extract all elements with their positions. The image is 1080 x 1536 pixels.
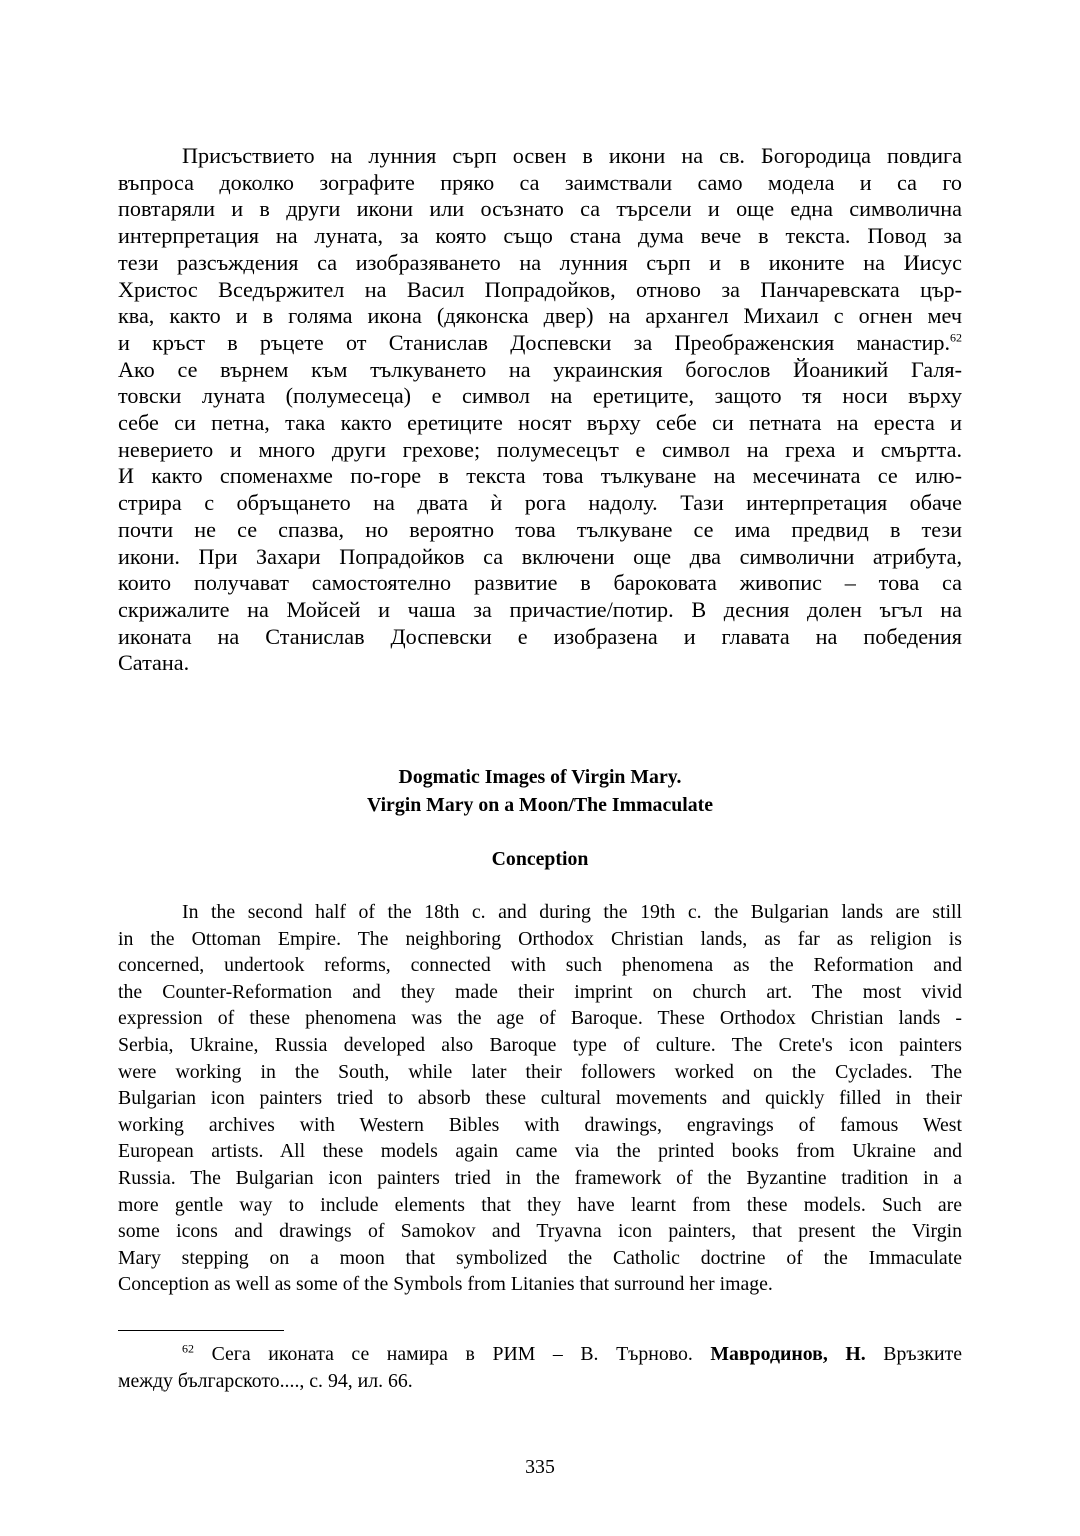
- text-line: [118, 624, 962, 651]
- line-text: concerned, undertook reforms, connected with such phenomena as the Reformation and: [118, 954, 962, 977]
- line-text: in the Ottoman Empire. The neighboring Orthodox Christian lands, as far as religion is: [118, 927, 962, 950]
- text-line: [118, 1059, 962, 1086]
- text-line: [118, 597, 962, 624]
- text-line: [118, 303, 962, 330]
- line-text: въпроса доколко зографите пряко са заимствали само модела и са го: [118, 169, 962, 195]
- line-text: some icons and drawings of Samokov and Tryavna icon painters, that present the Virgin: [118, 1220, 962, 1243]
- text-line: [118, 1165, 962, 1192]
- line-text: И както споменахме по-горе в текста това тълкуване на месечината се илю-: [118, 463, 962, 489]
- text-line: [118, 570, 962, 597]
- footnote-reference[interactable]: 62: [950, 330, 962, 345]
- text-line: [118, 926, 962, 953]
- line-text: Сатана.: [118, 650, 190, 676]
- line-text: иконата на Станислав Доспевски е изобразена и главата на победения: [118, 623, 962, 649]
- line-text: които получават самостоятелно развитие в бароковата живопис – това са: [118, 570, 962, 596]
- text-line: [118, 357, 962, 384]
- footnote-line-2: между българското...., с. 94, ил. 66.: [118, 1370, 413, 1392]
- text-line: [118, 1032, 962, 1059]
- text-line: [118, 1085, 962, 1112]
- footnote-number: 62: [182, 1341, 194, 1356]
- section-heading-line-2: Virgin Mary on a Moon/The Immaculate: [367, 794, 713, 816]
- line-text: working archives with Western Bibles with drawings, engravings of famous West: [118, 1113, 962, 1136]
- line-text: Христос Вседържител на Васил Попрадойков, отново за Панчаревската цър-: [118, 276, 962, 302]
- text-line: [118, 952, 962, 979]
- text-line: [118, 899, 962, 926]
- text-line: [118, 490, 962, 517]
- text-line: [118, 170, 962, 197]
- text-line: [118, 1192, 962, 1219]
- line-text: In the second half of the 18th c. and during the 19th c. the Bulgarian lands are still: [182, 901, 962, 923]
- line-text: икони. При Захари Попрадойков са включени още два символични атрибута,: [118, 543, 962, 569]
- line-text: товски луната (полумесеца) е символ на еретиците, защото тя носи върху: [118, 383, 962, 409]
- footnote-divider: [118, 1330, 284, 1331]
- line-text: повтаряли и в други икони или осъзнато са търсели и още една символична: [118, 196, 962, 222]
- text-line: [118, 143, 962, 170]
- english-paragraph: [118, 899, 962, 1298]
- line-text: почти не се спазва, но вероятно това тълкуване се има предвид в тези: [118, 516, 962, 542]
- line-text: Присъствието на лунния сърп освен в икони на св. Богородица повдига: [182, 143, 962, 168]
- line-text: и кръст в ръцете от Станислав Доспевски за Преображенския манастир.: [118, 329, 950, 355]
- line-text: Ако се върнем към тълкуването на украинския богослов Йоаникий Галя-: [118, 356, 962, 382]
- line-text: more gentle way to include elements that they have learnt from these models. Such are: [118, 1193, 962, 1216]
- line-text: Serbia, Ukraine, Russia developed also Baroque type of culture. The Crete's icon painters: [118, 1033, 962, 1056]
- text-line: [118, 650, 962, 677]
- line-text: European artists. All these models again came via the printed books from Ukraine and: [118, 1140, 962, 1163]
- page-number: 335: [525, 1456, 555, 1478]
- line-text: неверието и много други грехове; полумесецът е символ на греха и смъртта.: [118, 436, 962, 462]
- text-line: [118, 330, 962, 357]
- line-text: стрира с обръщането на двата ѝ рога надолу. Тази интерпретация обаче: [118, 490, 962, 516]
- line-text: Russia. The Bulgarian icon painters tried in the framework of the Byzantine tradition in a: [118, 1166, 962, 1189]
- line-text: Bulgarian icon painters tried to absorb these cultural movements and quickly filled in their: [118, 1087, 962, 1110]
- text-line: [118, 223, 962, 250]
- text-line: [118, 1218, 962, 1245]
- footnote-author: Мавродинов, Н.: [710, 1343, 866, 1365]
- line-text: интерпретация на луната, за която също стана дума вече в текста. Повод за: [118, 223, 962, 249]
- line-text: Mary stepping on a moon that symbolized the Catholic doctrine of the Immaculate: [118, 1246, 962, 1269]
- line-text: Conception as well as some of the Symbols from Litanies that surround her image.: [118, 1273, 773, 1296]
- text-line: [118, 1271, 962, 1298]
- section-heading-line-3: Conception: [491, 848, 589, 870]
- line-text: were working in the South, while later their followers worked on the Cyclades. The: [118, 1060, 962, 1083]
- text-line: [118, 544, 962, 571]
- text-line: [118, 437, 962, 464]
- line-text: the Counter-Reformation and they made their imprint on church art. The most vivid: [118, 980, 962, 1003]
- footnote: [118, 1341, 962, 1395]
- line-text: скрижалите на Мойсей и чаша за причастие/потир. В десния долен ъгъл на: [118, 596, 962, 622]
- footnote-text: Сега иконата се намира в РИМ – В. Търново.: [194, 1343, 711, 1365]
- text-line: [118, 979, 962, 1006]
- text-line: [118, 410, 962, 437]
- line-text: expression of these phenomena was the age of Baroque. These Orthodox Christian lands -: [118, 1007, 962, 1030]
- text-line: [118, 196, 962, 223]
- text-line: [118, 463, 962, 490]
- text-line: [118, 517, 962, 544]
- section-heading-line-1: Dogmatic Images of Virgin Mary.: [398, 766, 682, 788]
- line-text: ква, както и в голяма икона (дяконска двер) на архангел Михаил с огнен меч: [118, 303, 962, 329]
- footnote-text: Връзките: [865, 1343, 963, 1365]
- line-text: тези разсъждения са изобразяването на лунния сърп и в иконите на Иисус: [118, 249, 962, 275]
- text-line: [118, 383, 962, 410]
- text-line: [118, 1245, 962, 1272]
- text-line: [118, 250, 962, 277]
- bulgarian-paragraph: [118, 143, 962, 677]
- text-line: [118, 1005, 962, 1032]
- text-line: [118, 1138, 962, 1165]
- text-line: [118, 1112, 962, 1139]
- text-line: [118, 277, 962, 304]
- footnote-line-1: [118, 1341, 962, 1368]
- line-text: себе си петна, така както еретиците носят върху себе си петната на ереста и: [118, 410, 962, 436]
